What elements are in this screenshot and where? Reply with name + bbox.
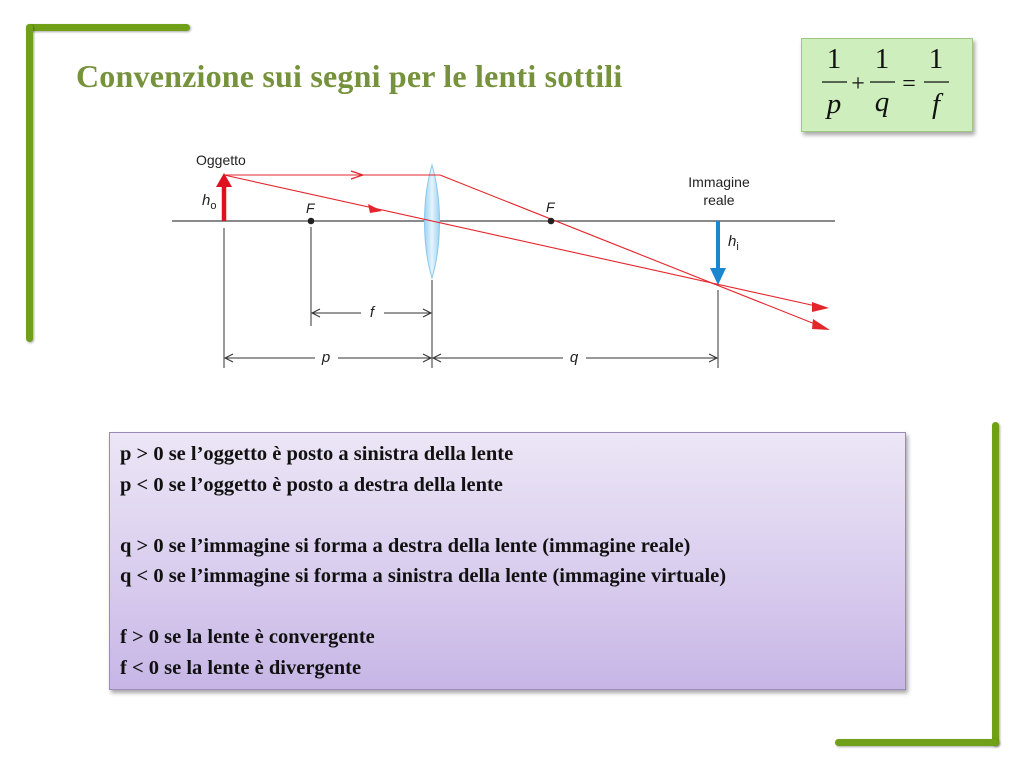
image-height-label bbox=[728, 233, 739, 253]
lens-equation bbox=[802, 39, 972, 131]
image-label-line2: reale bbox=[703, 192, 735, 208]
object-height-symbol: h bbox=[202, 192, 211, 209]
formula-term3-denominator: f bbox=[931, 88, 941, 120]
formula-term1-denominator: p bbox=[826, 88, 842, 120]
rule-p-positive: p > 0 se l’oggetto è posto a sinistra della lente bbox=[120, 443, 514, 465]
slide-title: Convenzione sui segni per le lenti sottili bbox=[76, 58, 623, 94]
thin-lens-ray-diagram bbox=[160, 140, 850, 380]
formula-term2-numerator: 1 bbox=[874, 43, 890, 75]
rule-spacer bbox=[120, 500, 905, 531]
formula-term2-denominator: q bbox=[874, 86, 890, 118]
formula-term1-numerator: 1 bbox=[826, 43, 842, 75]
lens-equation-box bbox=[801, 38, 973, 132]
rule-f-negative: f < 0 se la lente è divergente bbox=[120, 656, 362, 679]
formula-plus: + bbox=[851, 71, 865, 97]
image-height-symbol: h bbox=[728, 233, 737, 250]
rule-p-negative: p < 0 se l’oggetto è posto a destra della lente bbox=[120, 473, 503, 496]
central-ray-tip-arrowhead bbox=[812, 302, 829, 312]
formula-equals: = bbox=[902, 71, 916, 97]
central-ray-arrowhead bbox=[368, 204, 382, 213]
image-height-subscript: i bbox=[736, 241, 739, 253]
light-rays bbox=[224, 175, 825, 328]
frame-top-left-vertical bbox=[26, 24, 33, 342]
focal-length-label: f bbox=[369, 304, 375, 321]
formula-term3-numerator: 1 bbox=[928, 43, 944, 75]
object-label: Oggetto bbox=[196, 152, 246, 168]
frame-bottom-right-horizontal bbox=[835, 739, 999, 746]
image-label-line1: Immagine bbox=[688, 174, 750, 190]
frame-bottom-right-vertical bbox=[992, 422, 999, 746]
focus-point-right bbox=[548, 218, 555, 225]
object-height-subscript: o bbox=[210, 200, 217, 212]
parallel-ray-refracted bbox=[440, 175, 825, 328]
rule-spacer bbox=[120, 592, 905, 623]
focus-right-label: F bbox=[546, 199, 555, 215]
focus-left-label: F bbox=[306, 200, 315, 216]
sign-rules-box bbox=[109, 432, 906, 690]
refracted-ray-tip-arrowhead bbox=[812, 319, 830, 330]
rule-q-negative: q < 0 se l’immagine si forma a sinistra della lente (immagine virtuale) bbox=[120, 565, 727, 587]
image-arrow-head bbox=[710, 268, 726, 285]
object-distance-label: p bbox=[321, 349, 331, 366]
rule-q-positive: q > 0 se l’immagine si forma a destra della lente (immagine reale) bbox=[120, 534, 691, 557]
rule-f-positive: f > 0 se la lente è convergente bbox=[120, 626, 375, 648]
focus-point-left bbox=[308, 218, 315, 225]
image-distance-label: q bbox=[569, 349, 579, 366]
object-height-label bbox=[202, 192, 216, 212]
frame-top-left-horizontal bbox=[26, 24, 190, 31]
